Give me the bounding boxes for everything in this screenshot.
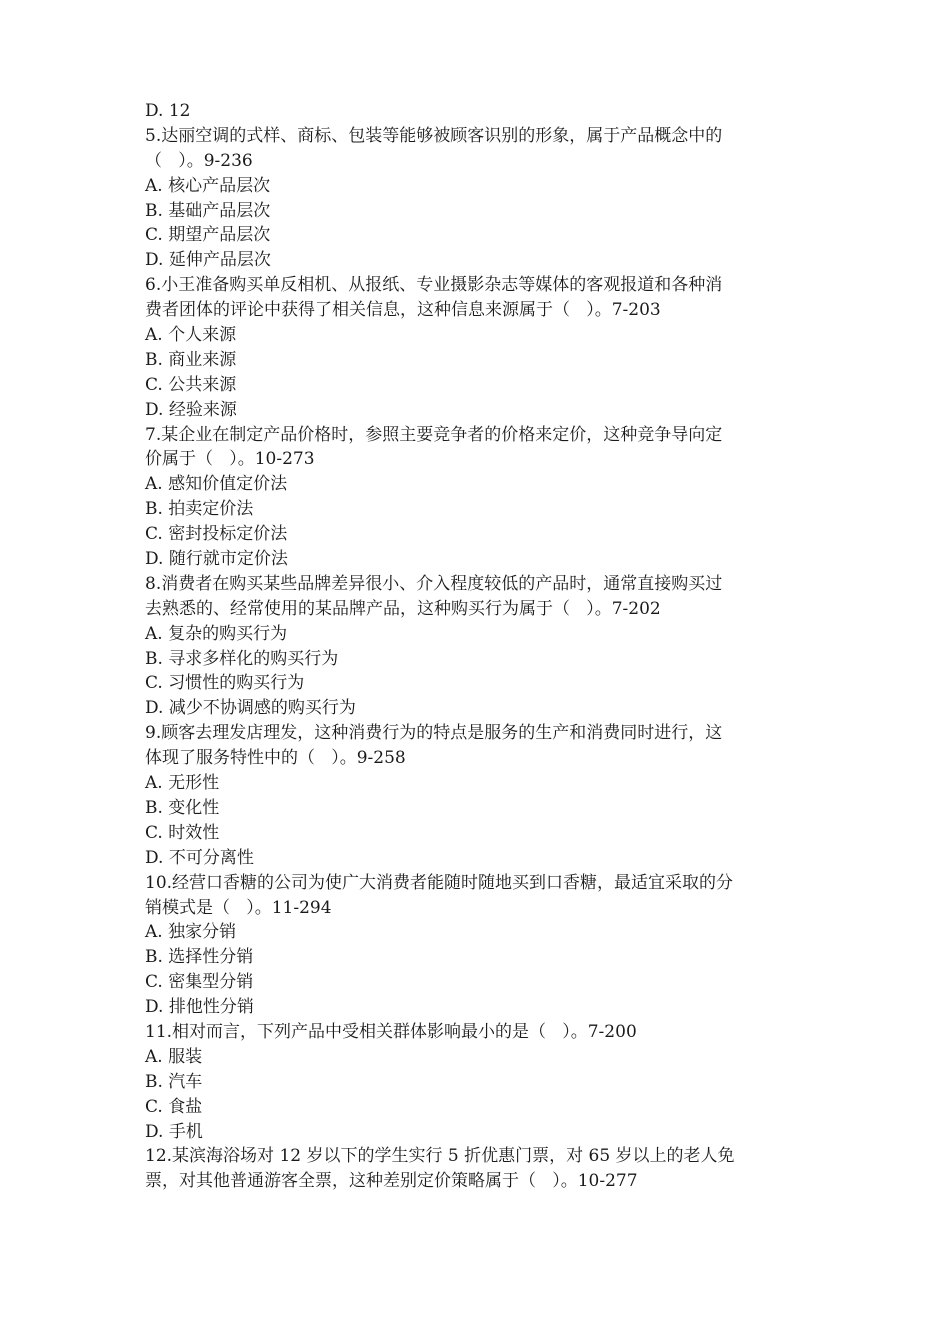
q11-option-c: C. 食盐 <box>145 1096 203 1117</box>
exam-questions-text <box>145 99 815 1194</box>
q9-option-d: D. 不可分离性 <box>145 847 254 868</box>
q6-option-b: B. 商业来源 <box>145 349 237 370</box>
question-10-text-cont: 销模式是（ ）。11-294 <box>145 897 332 918</box>
question-9-text: 9.顾客去理发店理发，这种消费行为的特点是服务的生产和消费同时进行，这 <box>145 723 723 744</box>
question-10-text: 10.经营口香糖的公司为使广大消费者能随时随地买到口香糖，最适宜采取的分 <box>145 872 734 893</box>
q5-option-c: C. 期望产品层次 <box>145 225 271 246</box>
q7-option-b: B. 拍卖定价法 <box>145 499 254 520</box>
q7-option-c: C. 密封投标定价法 <box>145 524 288 545</box>
question-8-text-cont: 去熟悉的、经常使用的某品牌产品，这种购买行为属于（ ）。7-202 <box>145 598 661 619</box>
option-d-12: D. 12 <box>145 101 191 121</box>
q7-option-a: A. 感知价值定价法 <box>145 474 288 495</box>
question-9-text-cont: 体现了服务特性中的（ ）。9-258 <box>145 748 406 769</box>
question-5-text-cont: （ ）。9-236 <box>145 150 253 171</box>
q8-option-c: C. 习惯性的购买行为 <box>145 673 305 694</box>
q10-option-a: A. 独家分销 <box>145 922 237 943</box>
q10-option-b: B. 选择性分销 <box>145 947 254 968</box>
q5-option-b: B. 基础产品层次 <box>145 200 271 221</box>
q8-option-d: D. 减少不协调感的购买行为 <box>145 698 356 719</box>
question-11-text: 11.相对而言，下列产品中受相关群体影响最小的是（ ）。7-200 <box>145 1021 637 1042</box>
q7-option-d: D. 随行就市定价法 <box>145 549 288 570</box>
question-12-text-cont: 票，对其他普通游客全票，这种差别定价策略属于（ ）。10-277 <box>145 1171 638 1192</box>
q11-option-b: B. 汽车 <box>145 1071 203 1092</box>
q10-option-c: C. 密集型分销 <box>145 972 254 993</box>
q11-option-a: A. 服装 <box>145 1046 203 1067</box>
q5-option-d: D. 延伸产品层次 <box>145 250 271 271</box>
question-7-text: 7.某企业在制定产品价格时，参照主要竞争者的价格来定价，这种竞争导向定 <box>145 424 723 445</box>
question-5-text: 5.达丽空调的式样、商标、包装等能够被顾客识别的形象，属于产品概念中的 <box>145 125 723 146</box>
q11-option-d: D. 手机 <box>145 1121 203 1142</box>
q9-option-c: C. 时效性 <box>145 822 220 843</box>
q6-option-a: A. 个人来源 <box>145 325 237 346</box>
q8-option-a: A. 复杂的购买行为 <box>145 623 288 644</box>
question-12-text: 12.某滨海浴场对 12 岁以下的学生实行 5 折优惠门票，对 65 岁以上的老人免 <box>145 1146 735 1167</box>
q6-option-c: C. 公共来源 <box>145 374 237 395</box>
q5-option-a: A. 核心产品层次 <box>145 175 271 196</box>
question-7-text-cont: 价属于（ ）。10-273 <box>145 449 315 470</box>
q8-option-b: B. 寻求多样化的购买行为 <box>145 648 339 669</box>
q9-option-b: B. 变化性 <box>145 797 220 818</box>
question-8-text: 8.消费者在购买某些品牌差异很小、介入程度较低的产品时，通常直接购买过 <box>145 573 723 594</box>
q10-option-d: D. 排他性分销 <box>145 997 254 1018</box>
question-6-text-cont: 费者团体的评论中获得了相关信息，这种信息来源属于（ ）。7-203 <box>145 300 661 321</box>
question-6-text: 6.小王准备购买单反相机、从报纸、专业摄影杂志等媒体的客观报道和各种消 <box>145 275 723 296</box>
q6-option-d: D. 经验来源 <box>145 399 237 420</box>
q9-option-a: A. 无形性 <box>145 773 220 794</box>
